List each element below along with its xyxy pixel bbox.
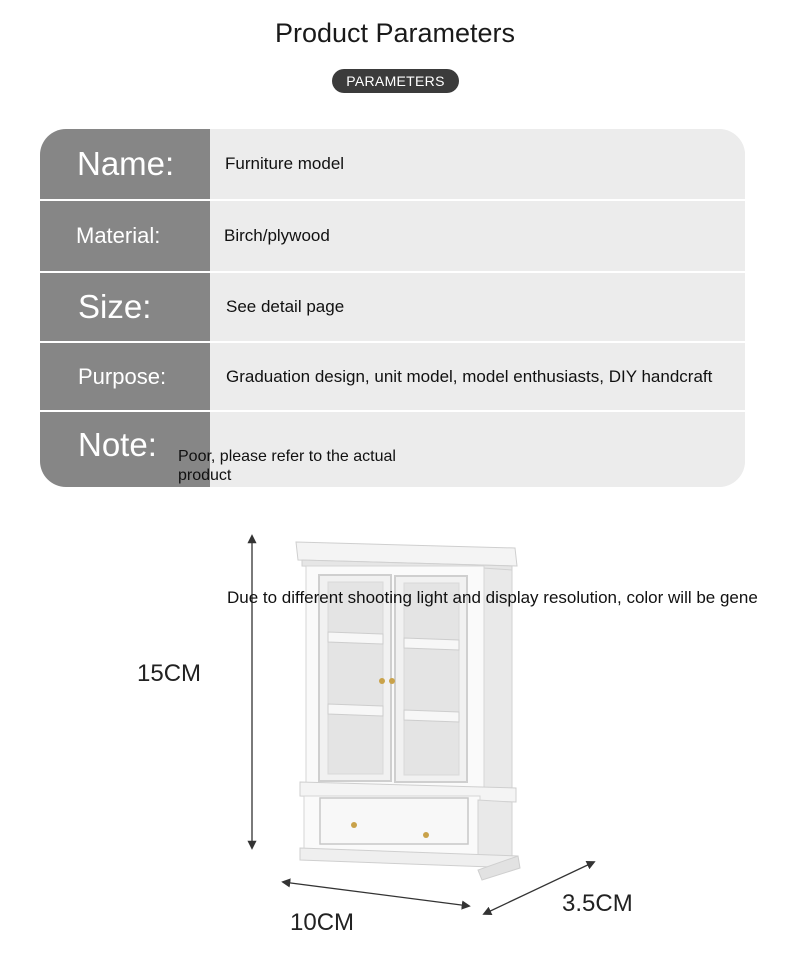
param-value-text: Furniture model [225,154,345,173]
param-value [210,129,745,199]
param-label-text: Purpose: [78,363,167,389]
note-value-text: Poor, please refer to the actual product [178,448,396,484]
param-row-purpose [40,343,745,410]
param-label-text: Name: [77,145,175,182]
param-value [210,273,745,341]
param-value-text: Graduation design, unit model, model enthusiasts, DIY handcraft [226,366,713,386]
width-dimension-label: 10CM [290,909,355,936]
product-figure [120,520,680,950]
door-knob [389,678,395,684]
param-value-text: See detail page [226,297,345,316]
param-row-material [40,201,745,271]
drawer-knob [351,822,357,828]
disclaimer-text: Due to different shooting light and display resolution, color will be gene [227,588,758,607]
param-label-text: Note: [78,426,157,463]
drawer-knob [423,832,429,838]
param-value-text: Birch/plywood [224,226,330,245]
param-row-size [40,273,745,341]
depth-dimension-label: 3.5CM [562,890,633,917]
height-dimension-label: 15CM [137,660,202,687]
page-title: Product Parameters [274,18,516,48]
parameters-table [40,129,745,487]
param-value [210,201,745,271]
param-value [210,343,745,410]
param-label-text: Material: [76,223,161,248]
param-row-name [40,129,745,199]
parameters-badge: PARAMETERS [332,69,459,93]
width-arrow [283,882,469,906]
door-knob [379,678,385,684]
param-label-text: Size: [78,288,152,325]
